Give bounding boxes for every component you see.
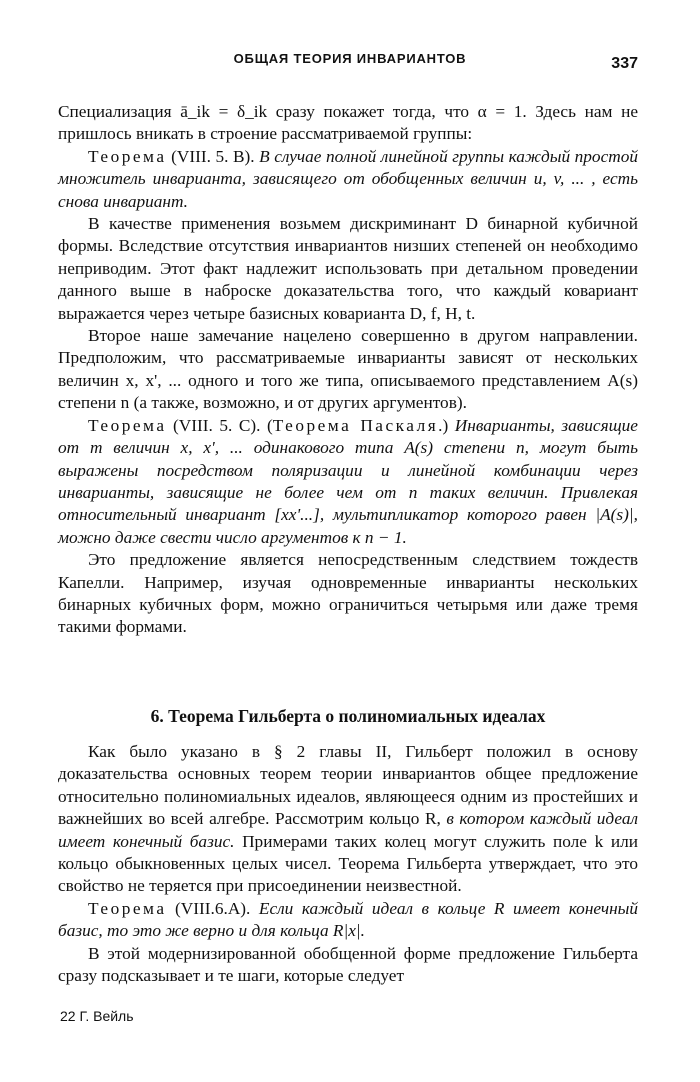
section-text-block (58, 741, 638, 987)
printer-signature: 22 Г. Вейль (60, 1008, 134, 1024)
theorem-ref: (VIII.6.A). (175, 898, 251, 918)
theorem-ref: (VIII. 5. B). (171, 146, 255, 166)
theorem-viii-5-c (58, 415, 638, 549)
paragraph-discriminant: В качестве применения возьмем дискриминант D бинарной кубичной формы. Вследствие отсутствия инвариантов низших степеней он необходимо неприводим. Этот факт надлежит использовать при детальном проведении данного выше в наброске доказательства того, что каждый ковариант выражается через четыре базисных коварианта D, f, H, t. (58, 214, 638, 323)
paragraph-capelli: Это предложение является непосредственным следствием тождеств Капелли. Например, изучая одновременные инварианты нескольких бинарных кубичных форм, можно ограничиться четырьмя или даже тремя такими формами. (58, 550, 638, 637)
theorem-ref-close: .) (438, 415, 449, 435)
main-text-block (58, 101, 638, 639)
theorem-statement: Если каждый идеал в кольце R имеет конечный базис, то это же верно и для кольца R|x|. (58, 898, 638, 941)
theorem-ref: (VIII. 5. C). ( (173, 415, 273, 435)
intro-italic: в котором каждый идеал имеет конечный базис. (58, 809, 639, 851)
intro-text: Как было указано в § 2 главы II, Гильберт положил в основу доказательства основных теорем теории инвариантов общее предложение относительно полиномиальных идеалов, являющееся одним из простейших и важнейших во всей алгебре. Рассмотрим кольцо R, (58, 742, 638, 829)
section-heading: 6. Теорема Гильберта о полиномиальных идеалах (150, 706, 546, 726)
theorem-name: Теорема Паскаля (272, 415, 439, 435)
paragraph-modernized: В этой модернизированной обобщенной форме предложение Гильберта сразу подсказывает и те шаги, которые следует (58, 943, 638, 986)
theorem-label: Теорема (88, 415, 167, 435)
theorem-statement: Инварианты, зависящие от m величин x, x', ... одинакового типа A(s) степени n, могут быть выражены посредством поляризации и линейной комбинации через инварианты, зависящие не более чем от n таких величин. Привлекая относительный инвариант [xx'...], мультипликатор которого равен |A(s)|, можно даже свести число аргументов к n − 1. (58, 415, 638, 547)
theorem-label: Теорема (88, 898, 167, 918)
intro-tail: Примерами таких колец могут служить поле k или кольцо обыкновенных целых чисел. Теорема Гильберта утверждает, что это свойство не теряется при присоединении неизвестной. (58, 831, 638, 896)
theorem-label: Теорема (88, 146, 167, 166)
theorem-viii-6-a (58, 898, 638, 943)
running-header: ОБЩАЯ ТЕОРИЯ ИНВАРИАНТОВ (233, 51, 467, 66)
theorem-statement: В случае полной линейной группы каждый простой множитель инварианта, зависящего от обобщенных величин u, v, ... , есть снова инвариант. (58, 146, 638, 211)
page-number: 337 (611, 55, 638, 72)
paragraph-second-remark: Второе наше замечание нацелено совершенно в другом направлении. Предположим, что рассматриваемые инварианты зависят от нескольких величин x, x', ... одного и того же типа, описываемого представлением A(s) степени n (а также, возможно, и от других аргументов). (58, 326, 638, 413)
paragraph-hilbert-intro (58, 741, 638, 898)
paragraph-specialization: Специализация ā_ik = δ_ik сразу покажет тогда, что α = 1. Здесь нам не пришлось вникать в строение рассматриваемой группы: (58, 102, 638, 144)
theorem-viii-5-b (58, 146, 638, 213)
